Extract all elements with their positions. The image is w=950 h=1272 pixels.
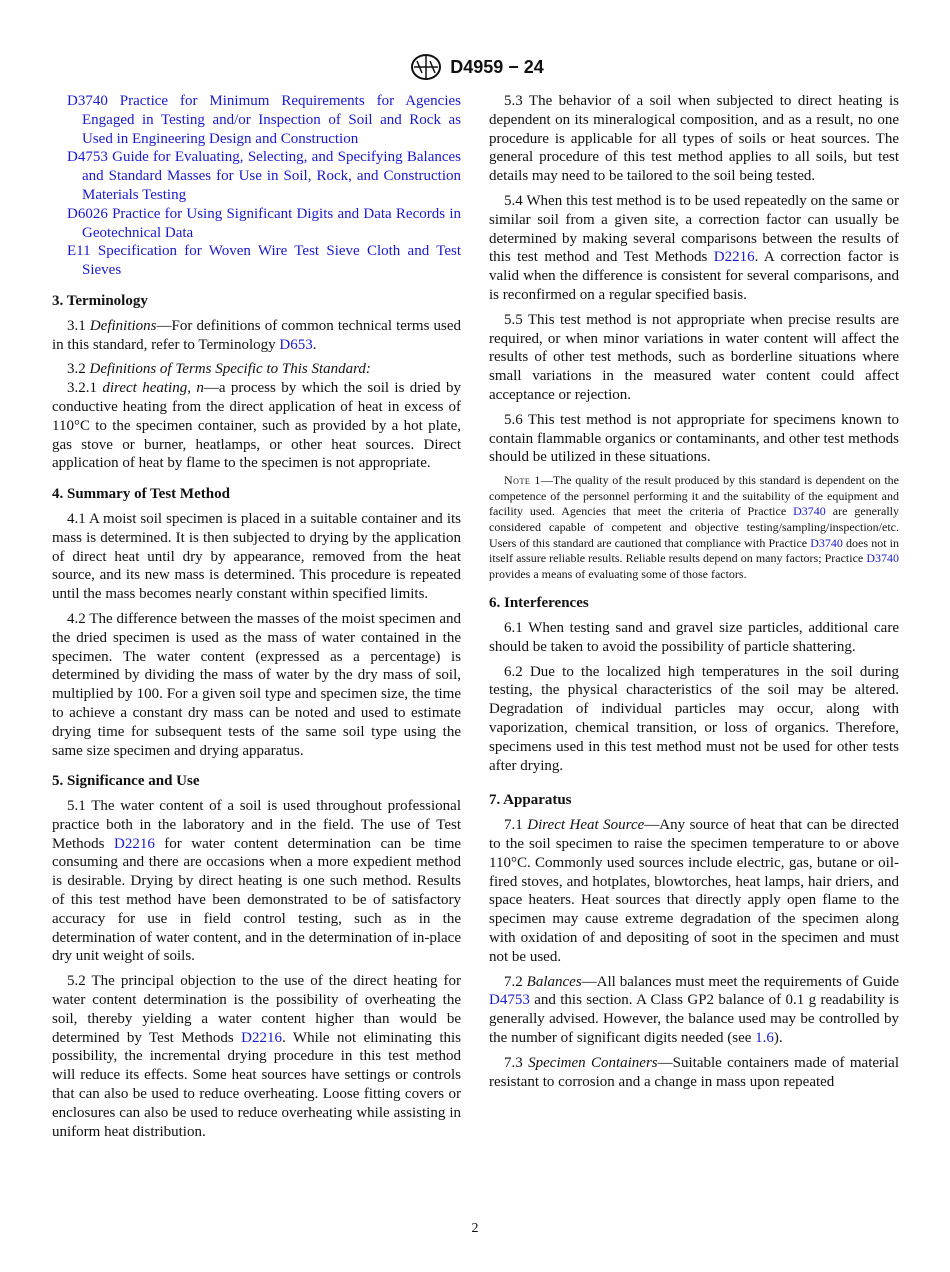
page-number: 2 (471, 1221, 479, 1236)
link-section-1-6[interactable]: 1.6 (755, 1030, 774, 1047)
link-d653[interactable]: D653 (279, 336, 313, 353)
section-heading-summary: 4. Summary of Test Method (52, 486, 230, 503)
page-header (0, 52, 950, 82)
link-d3740[interactable]: D3740 (866, 551, 899, 566)
reference-item[interactable] (52, 205, 461, 243)
link-d2216[interactable]: D2216 (113, 835, 155, 852)
paragraph-3-2: 3.2 Definitions of Terms Specific to This Standard: (67, 361, 371, 378)
section-heading-interferences: 6. Interferences (489, 595, 589, 612)
note-label: Note 1 (504, 473, 541, 488)
paragraph-4-1: 4.1 A moist soil specimen is placed in a suitable container and its mass is determined. It is then subjected to drying by the application of direct heat until dry by appearance, removed from the heat source, and its new mass is determined. This procedure is repeated until the mass becomes nearly constant within specified limits. (52, 510, 461, 603)
reference-code: D6026 (67, 205, 108, 222)
paragraph-7-2: 7.2 Balances—All balances must meet the requirements of Guide D4753 and this section. A Class GP2 balance of 0.1 g readability is generally advised. However, the balance used may be controlled by the number of significant digits needed (see 1.6). (489, 973, 899, 1047)
paragraph-7-1: 7.1 Direct Heat Source—Any source of heat that can be directed to the soil specimen to raise the specimen temperature to or above 110°C. Commonly used sources include electric, gas, butane or oil-fired stoves, and hotplates, blowtorches, heat lamps, hair driers, and space heaters. Heat sources that directly apply open flame to the specimen may cause extreme degradation of the specimen along with oxidation of and depositing of soot in the specimen and must not be used. (489, 817, 899, 965)
section-heading-terminology: 3. Terminology (52, 292, 148, 309)
reference-title: Practice for Minimum Requirements for Agencies Engaged in Testing and/or Inspection of Soil and Rock as Used in Engineering Design and Construction (82, 93, 462, 147)
reference-code: E11 (67, 243, 91, 260)
reference-title: Guide for Evaluating, Selecting, and Specifying Balances and Standard Masses for Use in Soil, Rock, and Construction Materials Testing (82, 149, 462, 203)
paragraph-5-5: 5.5 This test method is not appropriate when precise results are required, or when minor variations in water content will affect the results of other test methods, such as borderline situations where small variations in the measured water content could affect acceptance or rejection. (489, 311, 899, 403)
paragraph-6-2: 6.2 Due to the localized high temperatures in the soil during testing, the physical characteristics of the soil may be altered. Degradation of individual particles may occur, along with vaporization, chemical transition, or loss of organics. Therefore, specimens used in this test method must not be used for other tests after drying. (489, 663, 899, 774)
astm-logo-icon (406, 52, 446, 82)
paragraph-3-1: 3.1 Definitions—For definitions of common technical terms used in this standard, refer to Terminology D653. (52, 317, 461, 353)
note-1: Note 1—The quality of the result produced by this standard is dependent on the competence of the personnel performing it and the suitability of the equipment and facility used. Agencies that meet the criteria of Practice D3740 are generally considered capable of competent and objective testing/sampling/inspection/etc. Users of this standard are cautioned that compliance with Practice D3740 does not in itself assure reliable results. Reliable results depend on many factors; Practice D3740 provides a means of evaluating some of those factors. (489, 473, 900, 581)
paragraph-4-2: 4.2 The difference between the masses of the moist specimen and the dried specimen is used as the mass of water contained in the specimen. The water content (expressed as a percentage) is determined by dividing the mass of water by the dry mass of soil, multiplied by 100. For a given soil type and specimen size, the time to achieve a constant dry mass can be noted and used to estimate drying time for subsequent tests of the same soil type using the same size specimen and drying apparatus. (52, 610, 461, 759)
paragraph-5-6: 5.6 This test method is not appropriate for specimens known to contain flammable organics or contaminants, and other test methods should be utilized in these situations. (489, 411, 899, 466)
reference-code: D3740 (67, 93, 108, 109)
reference-title: Specification for Woven Wire Test Sieve Cloth and Test Sieves (82, 243, 461, 279)
paragraph-5-3: 5.3 The behavior of a soil when subjected to direct heating is dependent on its mineralogical composition, and as a result, no one procedure is applicable for all types of soils or heat sources. The general procedure of this test method applies to all soils, but test details may need to be tailored to the soil being tested. (489, 93, 899, 185)
left-column (52, 92, 461, 1147)
paragraph-5-1: 5.1 The water content of a soil is used throughout professional practice both in the laboratory and in the field. The use of Test Methods D2216 for water content determination can be time consuming and there are occasions when a more expedient method is desirable. Drying by direct heating is one such method. Results of this test method have been demonstrated to be of satisfactory accuracy for use in field control testing, such as in the determination of water content, and in the determination of in-place dry unit weight of soils. (52, 798, 462, 965)
paragraph-5-2: 5.2 The principal objection to the use of the direct heating for water content determination is the possibility of overheating the soil, thereby yielding a water content higher than would be determined by Test Methods D2216. While not eliminating this possibility, the incremental drying procedure in this test method will reduce its effects. Some heat sources have settings or controls that can also be used to reduce overheating. Loose fitting covers or enclosures can also be used to reduce overheating while assisting in uniform heat distribution. (52, 973, 461, 1140)
paragraph-5-4: 5.4 When this test method is to be used repeatedly on the same or similar soil from a given site, a correction factor can usually be determined by making several comparisons between the results of this test method and Test Methods D2216. A correction factor is valid when the difference is consistent for several comparisons, and is reconfirmed on a regular specified basis. (489, 192, 899, 303)
link-d3740[interactable]: D3740 (793, 504, 826, 519)
paragraph-6-1: 6.1 When testing sand and gravel size particles, additional care should be taken to avoid the possibility of particle shattering. (489, 620, 899, 655)
paragraph-3-2-1: 3.2.1 direct heating, n—a process by which the soil is dried by conductive heating from the direct application of heat in excess of 110°C to the specimen container, such as provided by a hot plate, gas stove or burner, heatlamps, or other heat sources. Direct application of heat by flame to the specimen is not appropriate. (52, 380, 461, 472)
section-heading-significance: 5. Significance and Use (52, 773, 200, 790)
paragraph-7-3: 7.3 Specimen Containers—Suitable containers made of material resistant to corrosion and a change in mass upon repeated (489, 1054, 900, 1090)
link-d3740[interactable]: D3740 (810, 535, 843, 550)
reference-item[interactable] (52, 242, 461, 280)
section-heading-apparatus: 7. Apparatus (489, 792, 572, 809)
reference-code: D4753 (67, 149, 108, 166)
referenced-documents-list (52, 92, 461, 280)
reference-title: Practice for Using Significant Digits and Data Records in Geotechnical Data (82, 205, 461, 241)
reference-item[interactable] (52, 92, 461, 148)
link-d2216[interactable]: D2216 (713, 249, 755, 266)
right-column (489, 92, 899, 1097)
reference-item[interactable] (52, 148, 461, 204)
link-d4753[interactable]: D4753 (489, 992, 530, 1009)
document-number: D4959 − 24 (450, 56, 544, 77)
link-d2216[interactable]: D2216 (241, 1029, 283, 1046)
